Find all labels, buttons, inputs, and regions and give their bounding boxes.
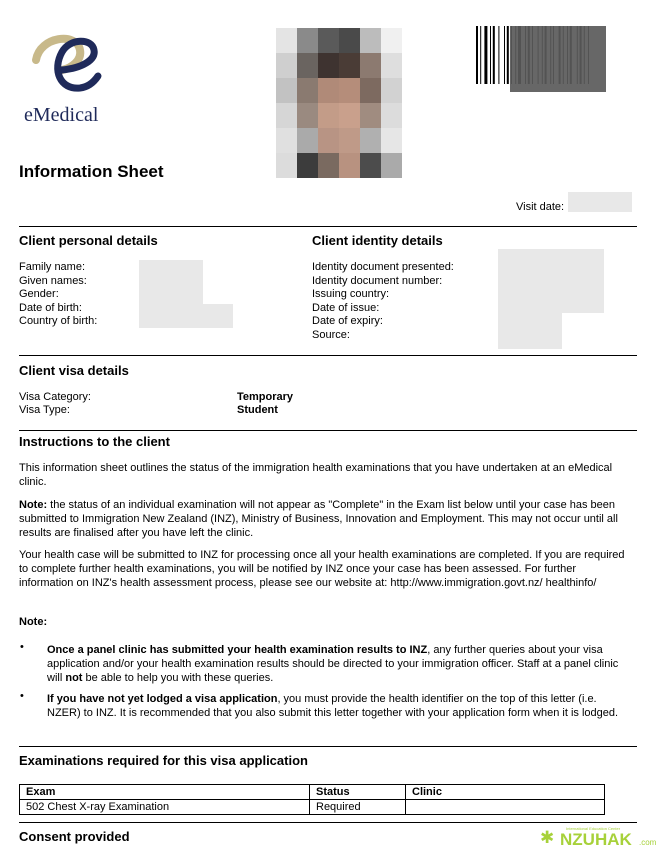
- visa-category-label: Visa Category:: [19, 391, 91, 403]
- visit-date-redacted: [568, 192, 632, 212]
- watermark-suffix: .com: [639, 838, 657, 847]
- emedical-wordmark: eMedical: [24, 104, 99, 126]
- client-photo-redacted: [276, 28, 402, 178]
- divider: [19, 226, 637, 227]
- bullet-1-bold-2: not: [65, 672, 83, 685]
- exams-heading: Examinations required for this visa application: [19, 753, 308, 768]
- bullet-item-1: [47, 643, 632, 686]
- divider: [19, 355, 637, 356]
- table-row: [20, 800, 605, 815]
- visa-type-label: Visa Type:: [19, 404, 70, 416]
- identity-details-redacted-2: [498, 313, 562, 349]
- barcode-bar: [493, 26, 495, 84]
- bullet-1-bold: Once a panel clinic has submitted your health examination results to INZ: [47, 644, 428, 656]
- date-of-issue-label: Date of issue:: [312, 301, 380, 314]
- date-of-expiry-label: Date of expiry:: [312, 315, 383, 328]
- note-bold: Note:: [19, 499, 48, 511]
- exams-table: [19, 784, 605, 815]
- exam-column-header: Exam: [20, 785, 310, 800]
- bullet-1-text: , any further queries about your visa application and/or your health examination results should be directed to your immigration officer. Staff at a panel clinic will: [47, 644, 619, 685]
- consent-heading: Consent provided: [19, 829, 130, 844]
- identity-details-labels: [312, 261, 454, 343]
- visa-details-heading: Client visa details: [19, 363, 129, 378]
- instructions-note-paragraph: [19, 498, 631, 541]
- barcode-bar: [490, 26, 491, 84]
- identity-details-redacted: [498, 249, 604, 313]
- bullet-1-text-end: be able to help you with these queries.: [82, 672, 274, 685]
- issuing-country-label: Issuing country:: [312, 288, 390, 301]
- emedical-logo: [22, 30, 122, 130]
- nzuhak-watermark: [540, 826, 658, 850]
- watermark-tagline: International Education Center: [566, 826, 621, 831]
- table-header-row: [20, 785, 605, 800]
- barcode-bar: [480, 26, 481, 84]
- visa-category-value: Temporary: [237, 391, 294, 403]
- personal-details-redacted-2: [139, 304, 233, 328]
- source-label: Source:: [312, 328, 350, 341]
- barcode-redaction: [510, 26, 606, 92]
- clinic-column-header: Clinic: [406, 785, 605, 800]
- barcode-bar: [498, 26, 499, 84]
- instructions-paragraph-3: Your health case will be submitted to INZ for processing once all your health examinations are completed. If you are required to complete further health examinations, you will be notified by INZ once your case has been assessed. For further information on INZ's health assessment process, please see our website at: http://www.immigration.govt.nz/ healthinfo/: [19, 549, 625, 590]
- exam-cell: 502 Chest X-ray Examination: [20, 800, 310, 815]
- instructions-paragraph-1: This information sheet outlines the status of the immigration health examinations that you have undertaken at an eMedical clinic.: [19, 462, 613, 489]
- barcode-bar: [504, 26, 505, 84]
- barcode-bar: [476, 26, 478, 84]
- divider: [19, 430, 637, 431]
- visit-date-label: Visit date:: [516, 201, 565, 213]
- identity-details-heading: Client identity details: [312, 233, 443, 248]
- identity-document-number-label: Identity document number:: [312, 274, 443, 287]
- bullet-icon: •: [20, 641, 24, 653]
- barcode-bar: [507, 26, 509, 84]
- given-names-label: Given names:: [19, 274, 87, 287]
- bullet-2-text: , you must provide the health identifier on the top of this letter (i.e. NZER) to INZ. It is recommended that you also submit this letter together with your application form when it is lodged.: [47, 693, 619, 720]
- personal-details-labels: [19, 261, 97, 329]
- leaf-icon: ✱: [540, 828, 555, 847]
- personal-details-redacted: [139, 260, 203, 304]
- personal-details-heading: Client personal details: [19, 233, 158, 248]
- gender-label: Gender:: [19, 288, 59, 301]
- identity-document-presented-label: Identity document presented:: [312, 261, 454, 273]
- divider: [19, 822, 637, 823]
- family-name-label: Family name:: [19, 261, 86, 273]
- note-label: Note:: [19, 616, 48, 628]
- note-text: the status of an individual examination will not appear as "Complete" in the Exam list below until your case has been submitted to Immigration New Zealand (INZ), Ministry of Business, Innovation and Employment. This may not occur until all results are finalised after you have left the clinic.: [19, 499, 618, 540]
- divider: [19, 746, 637, 747]
- status-cell: Required: [310, 800, 406, 815]
- status-column-header: Status: [310, 785, 406, 800]
- page-title: Information Sheet: [19, 162, 164, 181]
- clinic-cell: [406, 800, 605, 815]
- bullet-item-2: [47, 692, 632, 720]
- country-of-birth-label: Country of birth:: [19, 315, 98, 328]
- pixelated-photo: [276, 28, 402, 178]
- date-of-birth-label: Date of birth:: [19, 301, 82, 314]
- watermark-text: NZUHAK: [560, 830, 632, 849]
- barcode: [476, 26, 628, 84]
- visa-type-value: Student: [237, 404, 278, 416]
- bullet-2-bold: If you have not yet lodged a visa application: [47, 693, 278, 705]
- bullet-icon: •: [20, 690, 24, 702]
- instructions-heading: Instructions to the client: [19, 434, 170, 449]
- barcode-bar: [484, 26, 487, 84]
